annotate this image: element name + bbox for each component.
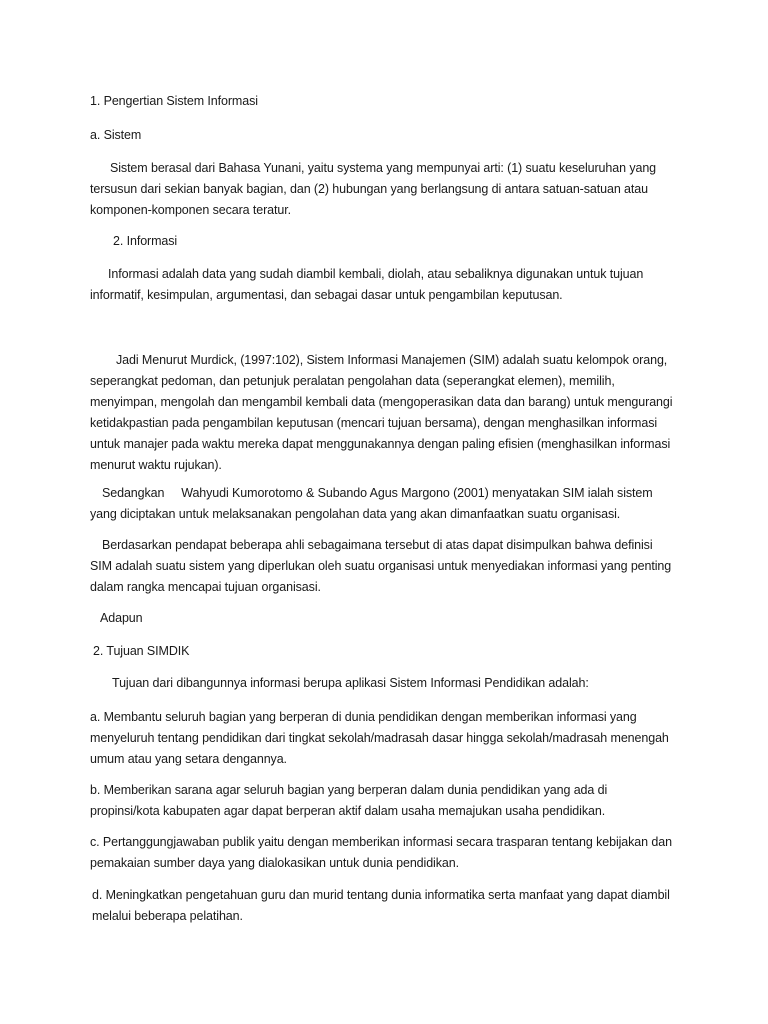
list-item-b: b. Memberikan sarana agar seluruh bagian yang berperan dalam dunia pendidikan yang ada di propinsi/kota kabupaten agar dapat berperan aktif dalam usaha memajukan usaha pendidikan. [90,783,608,818]
paragraph-murdick: Jadi Menurut Murdick, (1997:102), Sistem Informasi Manajemen (SIM) adalah suatu kelompok orang, seperangkat pedoman, dan petunjuk peralatan pengolahan data (seperangkat elemen), memilih, menyimpan, mengolah dan mengambil kembali data (mengoperasikan data dan barang) untuk mengurangi ketidakpastian pada pengambilan keputusan (mencari tujuan bersama), dengan menghasilkan informasi untuk manajer pada waktu mereka dapat menggunakannya dengan paling efisien (menghasilkan informasi menurut waktu rujukan). [90,353,673,472]
heading-sistem: a. Sistem [90,128,142,142]
paragraph-sedangkan: Sedangkan Wahyudi Kumorotomo & Subando Agus Margono (2001) menyatakan SIM ialah sistem yang diciptakan untuk melaksanakan pengolahan data yang akan dimanfaatkan suatu organisasi. [90,486,656,521]
heading-tujuan-simdik: 2. Tujuan SIMDIK [93,644,190,658]
paragraph-adapun: Adapun [100,611,143,625]
heading-informasi: 2. Informasi [113,234,178,248]
list-item-c: c. Pertanggungjawaban publik yaitu dengan memberikan informasi secara trasparan tentang kebijakan dan pemakaian sumber daya yang dialokasikan untuk dunia pendidikan. [90,835,672,870]
paragraph-informasi: Informasi adalah data yang sudah diambil kembali, diolah, atau sebaliknya digunakan untuk tujuan informatif, kesimpulan, argumentasi, dan sebagai dasar untuk pengambilan keputusan. [90,267,644,302]
heading-pengertian-sistem-informasi: 1. Pengertian Sistem Informasi [90,94,258,108]
paragraph-berdasarkan: Berdasarkan pendapat beberapa ahli sebagaimana tersebut di atas dapat disimpulkan bahwa definisi SIM adalah suatu sistem yang diperlukan oleh suatu organisasi untuk menyediakan informasi yang penting dalam rangka mencapai tujuan organisasi. [90,538,672,594]
list-item-d: d. Meningkatkan pengetahuan guru dan murid tentang dunia informatika serta manfaat yang dapat diambil melalui beberapa pelatihan. [92,888,670,923]
paragraph-tujuan-intro: Tujuan dari dibangunnya informasi berupa aplikasi Sistem Informasi Pendidikan adalah: [112,676,589,690]
list-item-a: a. Membantu seluruh bagian yang berperan di dunia pendidikan dengan memberikan informasi yang menyeluruh tentang pendidikan dari tingkat sekolah/madrasah dasar hingga sekolah/madrasah menengah umum atau yang setara dengannya. [90,710,669,766]
paragraph-sistem: Sistem berasal dari Bahasa Yunani, yaitu systema yang mempunyai arti: (1) suatu keseluruhan yang tersusun dari sekian banyak bagian, dan (2) hubungan yang berlangsung di antara satuan-satuan atau komponen-komponen secara teratur. [90,161,657,217]
